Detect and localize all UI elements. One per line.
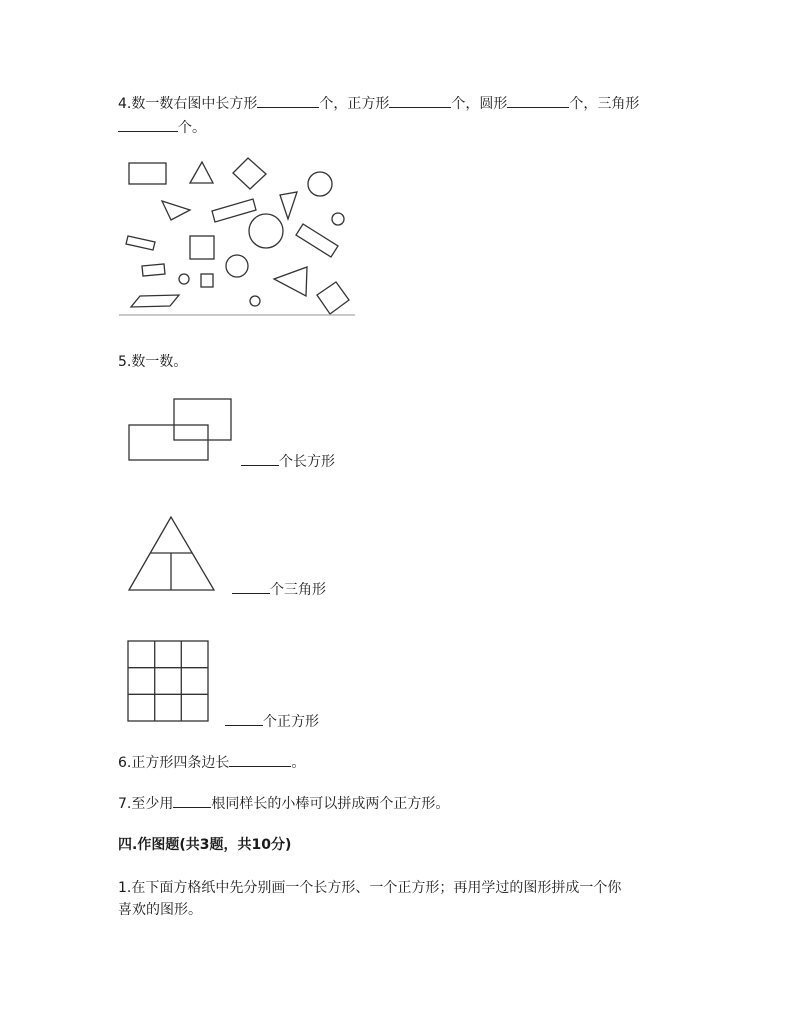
q4-text-b: 个，圆形 (451, 96, 508, 112)
q6-prefix: 6.正方形四条边长 (118, 755, 230, 771)
s4q1-line-1: 1.在下面方格纸中先分别画一个长方形、一个正方形；再用学过的图形拼成一个你 (118, 880, 622, 896)
q7-prefix: 7.至少用 (118, 796, 174, 812)
q6-line (118, 752, 305, 773)
q4-text-a: 个，正方形 (319, 96, 390, 112)
q6-suffix: 。 (291, 755, 306, 771)
q5-rect-label: 个长方形 (279, 454, 335, 470)
q5-title: 5.数一数。 (118, 354, 188, 370)
q5-sq-label: 个正方形 (263, 714, 319, 730)
q5-tri-label: 个三角形 (270, 582, 326, 598)
q5-blank-squares[interactable] (225, 711, 263, 726)
q4-text-c: 个，三角形 (569, 96, 640, 112)
q7-blank[interactable] (173, 793, 211, 808)
q5-sq-line (225, 711, 319, 732)
q7-line (118, 793, 449, 814)
s4q1-line-2: 喜欢的图形。 (118, 902, 202, 918)
section-4-title: 四.作图题(共3题，共10分) (118, 837, 292, 853)
q7-suffix: 根同样长的小棒可以拼成两个正方形。 (211, 796, 450, 812)
q4-text-prefix: 4.数一数右图中长方形 (118, 96, 258, 112)
q4-text-suffix: 个。 (178, 120, 206, 136)
q6-blank[interactable] (229, 752, 291, 767)
